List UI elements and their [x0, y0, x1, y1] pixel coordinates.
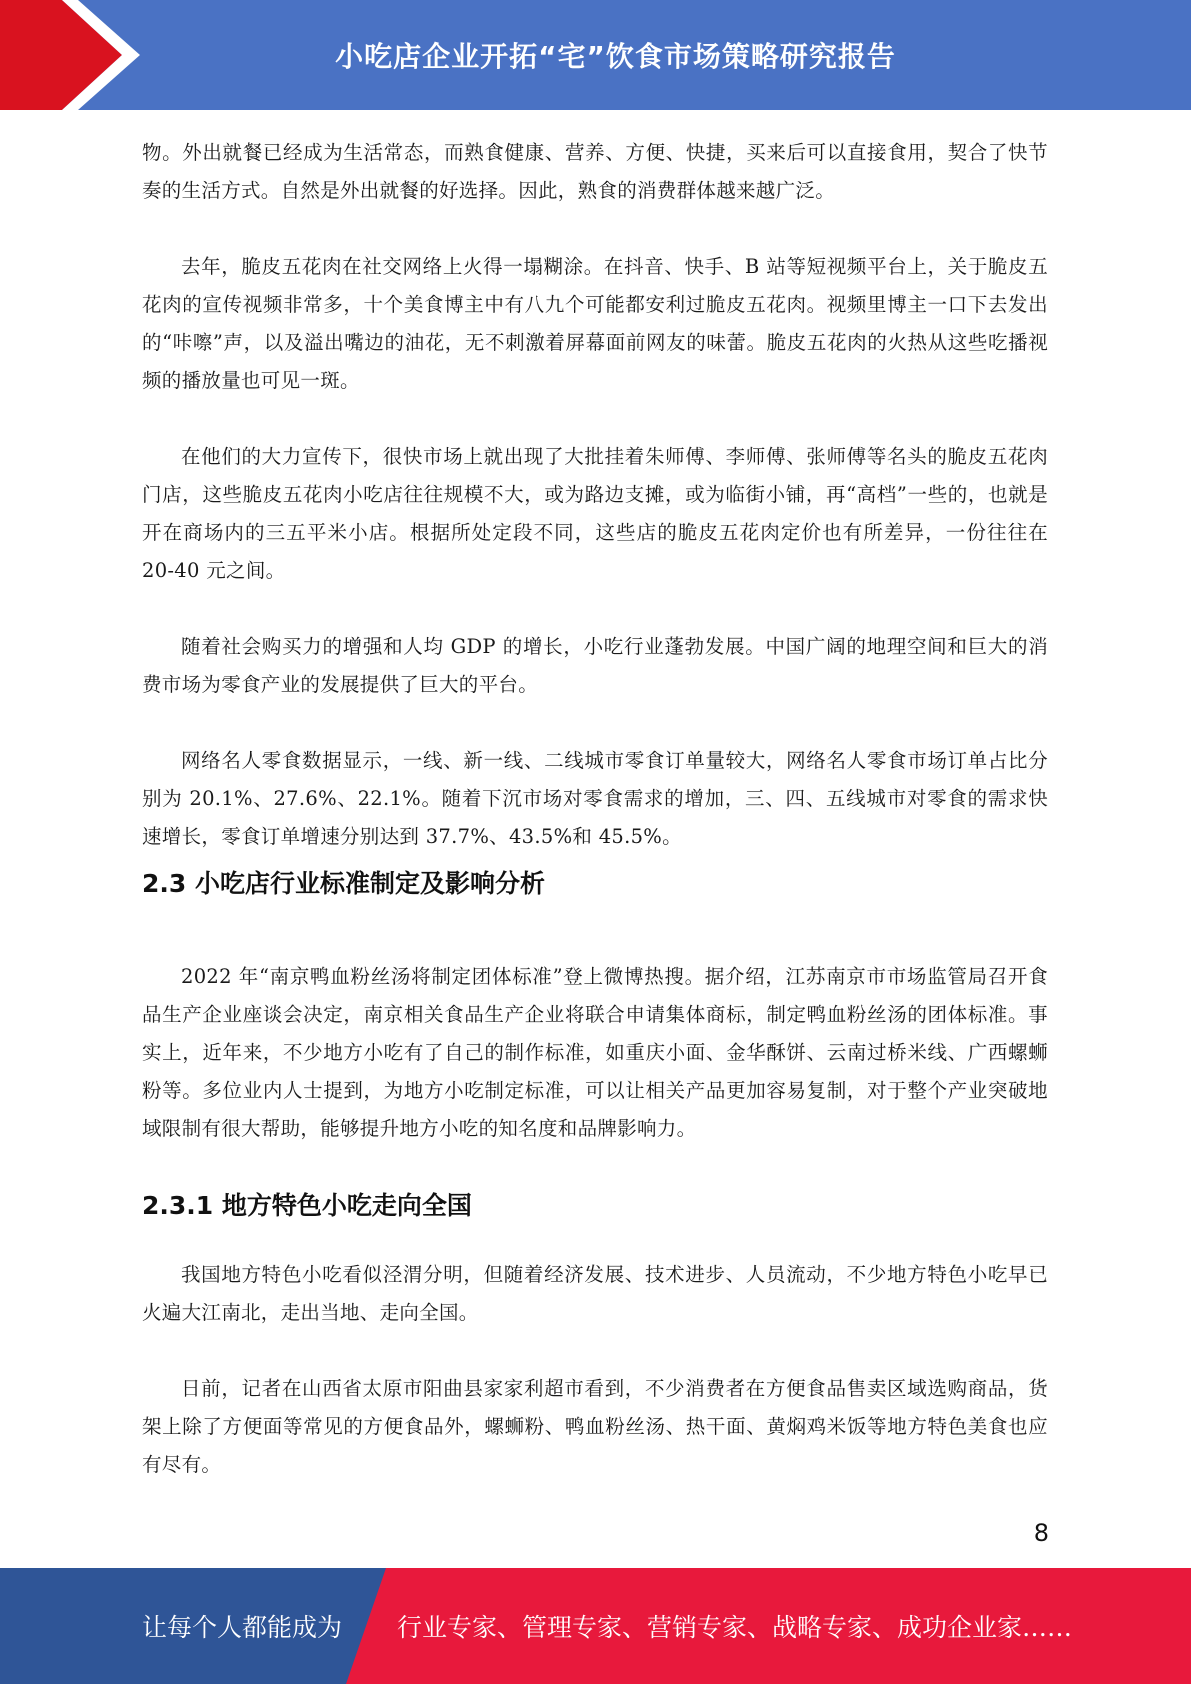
page-number: 8 [1033, 1519, 1049, 1547]
footer-slogan-right: 行业专家、管理专家、营销专家、战略专家、成功企业家…… [397, 1613, 1073, 1642]
page-header [0, 0, 1191, 110]
page-footer [0, 1568, 1191, 1684]
paragraph: 网络名人零食数据显示，一线、新一线、二线城市零食订单量较大，网络名人零食市场订单占比分别为 20.1%、27.6%、22.1%。随着下沉市场对零食需求的增加，三、四、五线城市对零食的需求快速增长，零食订单增速分别达到 37.7%、43.5%和 45.5%。 [142, 749, 1048, 848]
footer-slogan-left: 让每个人都能成为 [142, 1613, 343, 1642]
page-content [142, 134, 1048, 1522]
paragraph: 我国地方特色小吃看似泾渭分明，但随着经济发展、技术进步、人员流动，不少地方特色小吃早已火遍大江南北，走出当地、走向全国。 [142, 1263, 1048, 1324]
paragraph: 物。外出就餐已经成为生活常态，而熟食健康、营养、方便、快捷，买来后可以直接食用，契合了快节奏的生活方式。自然是外出就餐的好选择。因此，熟食的消费群体越来越广泛。 [142, 141, 1048, 202]
paragraph: 日前，记者在山西省太原市阳曲县家家利超市看到，不少消费者在方便食品售卖区域选购商品，货架上除了方便面等常见的方便食品外，螺蛳粉、鸭血粉丝汤、热干面、黄焖鸡米饭等地方特色美食也应有尽有。 [142, 1377, 1048, 1476]
paragraph: 在他们的大力宣传下，很快市场上就出现了大批挂着朱师傅、李师傅、张师傅等名头的脆皮五花肉门店，这些脆皮五花肉小吃店往往规模不大，或为路边支摊，或为临街小铺，再“高档”一些的，也就是开在商场内的三五平米小店。根据所处定段不同，这些店的脆皮五花肉定价也有所差异，一份往往在 20-40 元之间。 [142, 445, 1048, 582]
paragraph: 随着社会购买力的增强和人均 GDP 的增长，小吃行业蓬勃发展。中国广阔的地理空间和巨大的消费市场为零食产业的发展提供了巨大的平台。 [142, 635, 1048, 696]
paragraph: 2022 年“南京鸭血粉丝汤将制定团体标准”登上微博热搜。据介绍，江苏南京市市场监管局召开食品生产企业座谈会决定，南京相关食品生产企业将联合申请集体商标，制定鸭血粉丝汤的团体标准。事实上，近年来，不少地方小吃有了自己的制作标准，如重庆小面、金华酥饼、云南过桥米线、广西螺蛳粉等。多位业内人士提到，为地方小吃制定标准，可以让相关产品更加容易复制，对于整个产业突破地域限制有很大帮助，能够提升地方小吃的知名度和品牌影响力。 [142, 965, 1048, 1140]
header-arrow-icon [0, 0, 160, 110]
subsection-heading: 2.3.1 地方特色小吃走向全国 [142, 1191, 472, 1220]
document-title: 小吃店企业开拓“宅”饮食市场策略研究报告 [335, 40, 896, 73]
paragraph: 去年，脆皮五花肉在社交网络上火得一塌糊涂。在抖音、快手、B 站等短视频平台上，关于脆皮五花肉的宣传视频非常多，十个美食博主中有八九个可能都安利过脆皮五花肉。视频里博主一口下去发出的“咔嚓”声，以及溢出嘴边的油花，无不刺激着屏幕面前网友的味蕾。脆皮五花肉的火热从这些吃播视频的播放量也可见一斑。 [142, 255, 1048, 392]
section-heading: 2.3 小吃店行业标准制定及影响分析 [142, 869, 545, 898]
